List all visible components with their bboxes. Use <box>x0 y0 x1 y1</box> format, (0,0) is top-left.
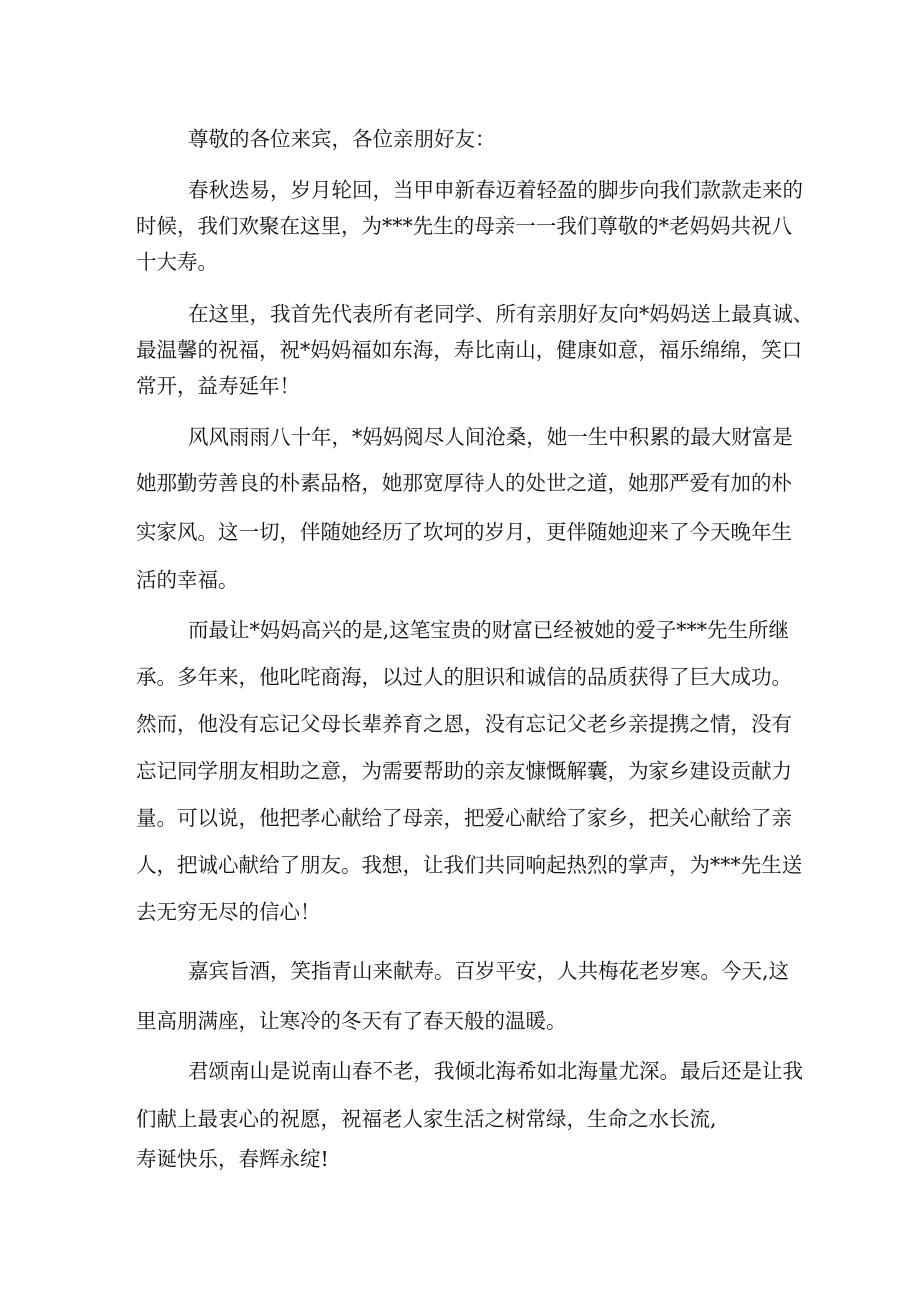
paragraph-2-line-3: 常开，益寿延年！ <box>136 374 300 398</box>
paragraph-6-line-1: 君颂南山是说南山春不老，我倾北海希如北海量尤深。最后还是让我 <box>188 1059 803 1083</box>
paragraph-3-line-1: 风风雨雨八十年，*妈妈阅尽人间沧桑，她一生中积累的最大财富是 <box>188 425 793 449</box>
paragraph-6-line-2: 们献上最衷心的祝愿，祝福老人家生活之树常绿，生命之水长流, <box>136 1107 717 1131</box>
paragraph-1-line-2: 时候，我们欢聚在这里，为***先生的母亲一一我们尊敬的*老妈妈共祝八 <box>136 214 792 238</box>
paragraph-1-line-1: 春秋迭易，岁月轮回，当甲申新春迈着轻盈的脚步向我们款款走来的 <box>188 178 803 202</box>
paragraph-4-line-3: 然而，他没有忘记父母长辈养育之恩，没有忘记父老乡亲提携之情，没有 <box>136 712 792 736</box>
paragraph-3-line-2: 她那勤劳善良的朴素品格，她那宽厚待人的处世之道，她那严爱有加的朴 <box>136 471 792 495</box>
paragraph-3-line-3: 实家风。这一切，伴随她经历了坎坷的岁月，更伴随她迎来了今天晚年生 <box>136 520 792 544</box>
paragraph-5-line-2: 里高朋满座，让寒冷的冬天有了春天般的温暖。 <box>136 1009 567 1033</box>
paragraph-4-line-5: 量。可以说，他把孝心献给了母亲，把爱心献给了家乡，把关心献给了亲 <box>136 806 792 830</box>
paragraph-2-line-1: 在这里，我首先代表所有老同学、所有亲朋好友向*妈妈送上最真诚、 <box>188 302 814 326</box>
paragraph-4-line-7: 去无穷无尽的信心！ <box>136 900 321 924</box>
paragraph-5-line-1: 嘉宾旨酒，笑指青山来献寿。百岁平安，人共梅花老岁寒。今天,这 <box>188 959 790 983</box>
paragraph-4-line-1: 而最让*妈妈高兴的是,这笔宝贵的财富已经被她的爱子***先生所继 <box>188 618 790 642</box>
paragraph-4-line-4: 忘记同学朋友相助之意，为需要帮助的亲友慷慨解囊，为家乡建设贡献力 <box>136 759 792 783</box>
paragraph-4-line-2: 承。多年来，他叱咤商海，以过人的胆识和诚信的品质获得了巨大成功。 <box>136 665 792 689</box>
paragraph-4-line-6: 人，把诚心献给了朋友。我想，让我们共同响起热烈的掌声，为***先生送 <box>136 853 803 877</box>
greeting-line: 尊敬的各位来宾，各位亲朋好友： <box>188 127 496 151</box>
paragraph-1-line-3: 十大寿。 <box>136 250 218 274</box>
paragraph-2-line-2: 最温馨的祝福，祝*妈妈福如东海，寿比南山，健康如意，福乐绵绵，笑口 <box>136 338 803 362</box>
paragraph-3-line-4: 活的幸福。 <box>136 568 239 592</box>
paragraph-6-line-3: 寿诞快乐，春辉永绽! <box>136 1147 329 1171</box>
